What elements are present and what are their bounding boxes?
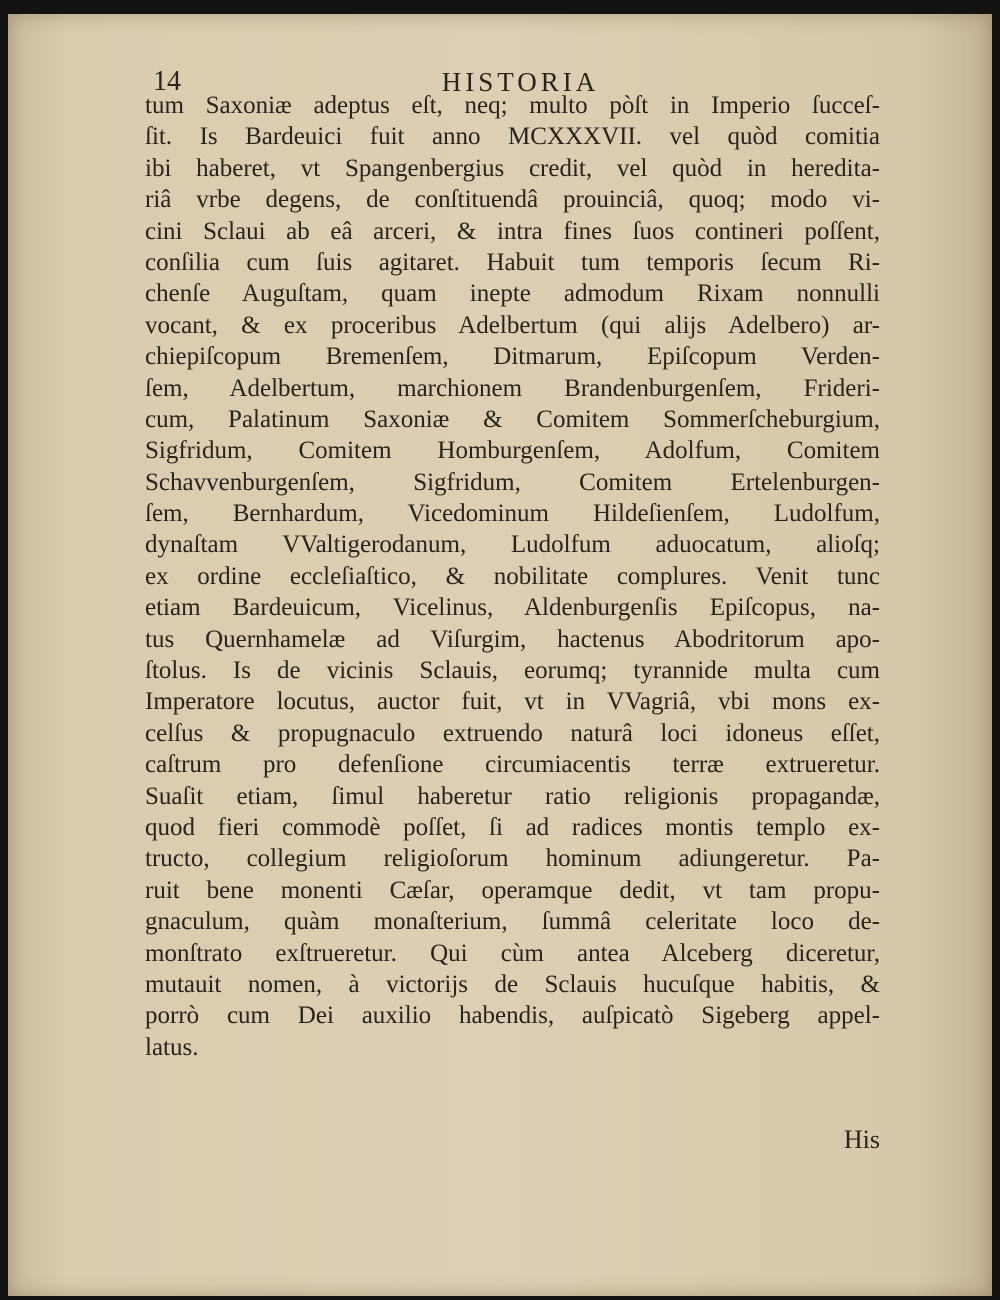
text-line: celſus & propugnaculo extruendo naturâ loci idoneus eſſet, [145,719,880,747]
text-line: gnaculum, quàm monaſterium, ſummâ celeritate loco de- [145,908,880,936]
text-line: Sigfridum, Comitem Homburgenſem, Adolfum, Comitem [145,437,880,465]
text-line: Suaſit etiam, ſimul haberetur ratio religionis propagandæ, [145,782,880,810]
running-title: HISTORIA [441,67,600,97]
text-line: chiepiſcopum Bremenſem, Ditmarum, Epiſcopum Verden- [145,343,880,371]
text-line: ibi haberet, vt Spangenbergius credit, vel quòd in heredita- [145,154,880,182]
text-line: chenſe Auguſtam, quam inepte admodum Rixam nonnulli [145,280,880,308]
text-line: tructo, collegium religioſorum hominum adiungeretur. Pa- [145,845,880,873]
text-line: conſilia cum ſuis agitaret. Habuit tum temporis ſecum Ri- [145,248,880,276]
text-line: ſtolus. Is de vicinis Sclauis, eorumq; tyrannide multa cum [145,657,880,685]
text-line: cini Sclaui ab eâ arceri, & intra fines ſuos contineri poſſent, [145,217,880,245]
text-line: cum, Palatinum Saxoniæ & Comitem Sommerſcheburgium, [145,405,880,433]
text-line: Imperatore locutus, auctor fuit, vt in VVagriâ, vbi mons ex- [145,688,880,716]
text-line: dynaſtam VValtigerodanum, Ludolfum aduocatum, alioſq; [145,531,880,559]
catchword: His [843,1125,880,1154]
text-line: monſtrato exſtrueretur. Qui cùm antea Alceberg diceretur, [145,939,880,967]
page-number: 14 [153,66,181,97]
text-line: ex ordine eccleſiaſtico, & nobilitate complures. Venit tunc [145,562,880,590]
text-line: porrò cum Dei auxilio habendis, auſpicatò Sigeberg appel- [145,1002,880,1030]
text-line: ſem, Adelbertum, marchionem Brandenburgenſem, Frideri- [145,374,880,402]
text-line: vocant, & ex proceribus Adelbertum (qui alijs Adelbero) ar- [145,311,880,339]
text-line: etiam Bardeuicum, Vicelinus, Aldenburgenſis Epiſcopus, na- [145,594,880,622]
text-line: caſtrum pro defenſione circumiacentis terræ extrueretur. [145,751,880,779]
text-line: ruit bene monenti Cæſar, operamque dedit, vt tam propu- [145,876,880,904]
text-line: Schavvenburgenſem, Sigfridum, Comitem Ertelenburgen- [145,468,880,496]
text-line: ſem, Bernhardum, Vicedominum Hildeſienſem, Ludolfum, [145,500,880,528]
text-line: tum Saxoniæ adeptus eſt, neq; multo pòſt in Imperio ſucceſ- [145,92,880,119]
text-line: mutauit nomen, à victorijs de Sclauis hucuſque habitis, & [145,970,880,998]
text-line-last: latus. [145,1033,199,1061]
text-line: ſit. Is Bardeuici fuit anno MCXXXVII. vel quòd comitia [145,123,880,151]
text-line: tus Quernhamelæ ad Viſurgim, hactenus Abodritorum apo- [145,625,880,653]
text-line: riâ vrbe degens, de conſtituendâ prouinciâ, quoq; modo vi- [145,186,880,214]
body-text [145,90,880,1063]
text-line: quod fieri commodè poſſet, ſi ad radices montis templo ex- [145,813,880,841]
